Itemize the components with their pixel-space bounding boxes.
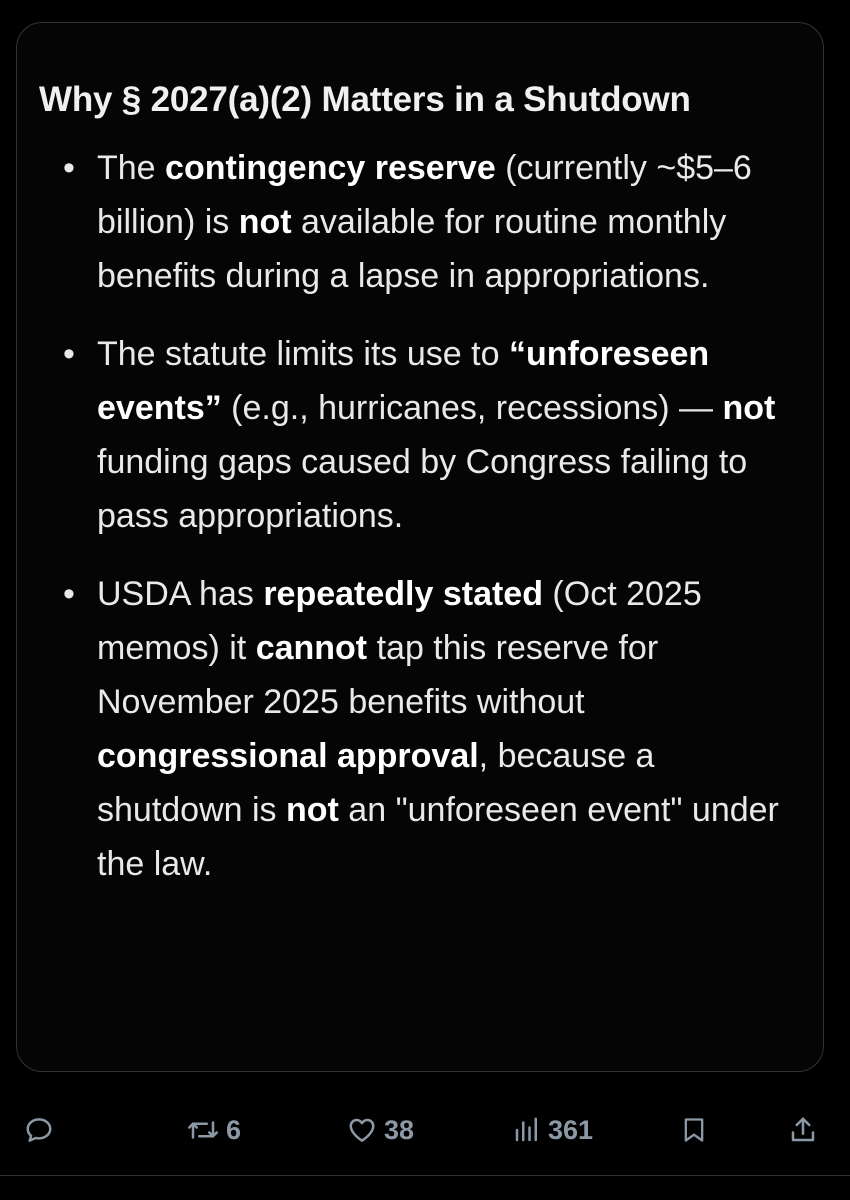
bullet-text bbox=[97, 335, 775, 535]
bold-text-segment: “unforeseen events” bbox=[97, 335, 710, 427]
text-segment: (Oct 2025 memos) it bbox=[97, 575, 702, 667]
bullet-dot: • bbox=[63, 575, 75, 613]
heart-icon bbox=[346, 1115, 378, 1145]
views-button[interactable] bbox=[512, 1100, 593, 1160]
text-segment: an "unforeseen event" under the law. bbox=[97, 791, 779, 883]
bottom-divider bbox=[0, 1175, 850, 1176]
text-segment: The statute limits its use to bbox=[97, 335, 509, 373]
like-count: 38 bbox=[384, 1114, 415, 1145]
views-icon bbox=[512, 1115, 542, 1145]
text-segment: (currently ~$5–6 billion) is bbox=[97, 149, 752, 241]
reply-icon bbox=[24, 1115, 54, 1145]
bullet-list bbox=[39, 141, 801, 891]
bold-text-segment: congressional approval bbox=[97, 737, 479, 775]
reply-button[interactable] bbox=[24, 1100, 60, 1160]
share-button[interactable] bbox=[788, 1100, 818, 1160]
repost-icon bbox=[186, 1115, 220, 1145]
bullet-dot: • bbox=[63, 149, 75, 187]
post-action-bar bbox=[0, 1100, 850, 1160]
bullet-dot: • bbox=[63, 335, 75, 373]
bold-text-segment: cannot bbox=[255, 629, 368, 667]
bold-text-segment: repeatedly stated bbox=[263, 575, 543, 613]
bullet-item bbox=[39, 327, 801, 543]
text-segment: The bbox=[97, 149, 166, 187]
like-button[interactable] bbox=[346, 1100, 414, 1160]
post-card bbox=[16, 22, 824, 1072]
post-title: Why § 2027(a)(2) Matters in a Shutdown bbox=[39, 80, 691, 119]
bookmark-icon bbox=[680, 1115, 708, 1145]
bold-text-segment: not bbox=[238, 203, 292, 241]
bold-text-segment: contingency reserve bbox=[165, 149, 496, 187]
text-segment: USDA has bbox=[97, 575, 264, 613]
bold-text-segment: not bbox=[286, 791, 339, 829]
text-segment: (e.g., hurricanes, recessions) — bbox=[221, 389, 723, 427]
text-segment: funding gaps caused by Congress failing to pass appropriations. bbox=[97, 443, 748, 535]
bullet-item bbox=[39, 567, 801, 891]
text-segment: , because a shutdown is bbox=[97, 737, 655, 829]
bullet-item bbox=[39, 141, 801, 303]
text-segment: available for routine monthly benefits during a lapse in appropriations. bbox=[97, 203, 727, 295]
share-icon bbox=[788, 1115, 818, 1145]
repost-button[interactable] bbox=[186, 1100, 241, 1160]
repost-count: 6 bbox=[226, 1114, 242, 1145]
bookmark-button[interactable] bbox=[680, 1100, 708, 1160]
bullet-text bbox=[97, 149, 752, 295]
text-segment: tap this reserve for November 2025 benefits without bbox=[97, 629, 659, 721]
bullet-text bbox=[97, 575, 779, 883]
views-count: 361 bbox=[548, 1114, 594, 1145]
bold-text-segment: not bbox=[722, 389, 776, 427]
